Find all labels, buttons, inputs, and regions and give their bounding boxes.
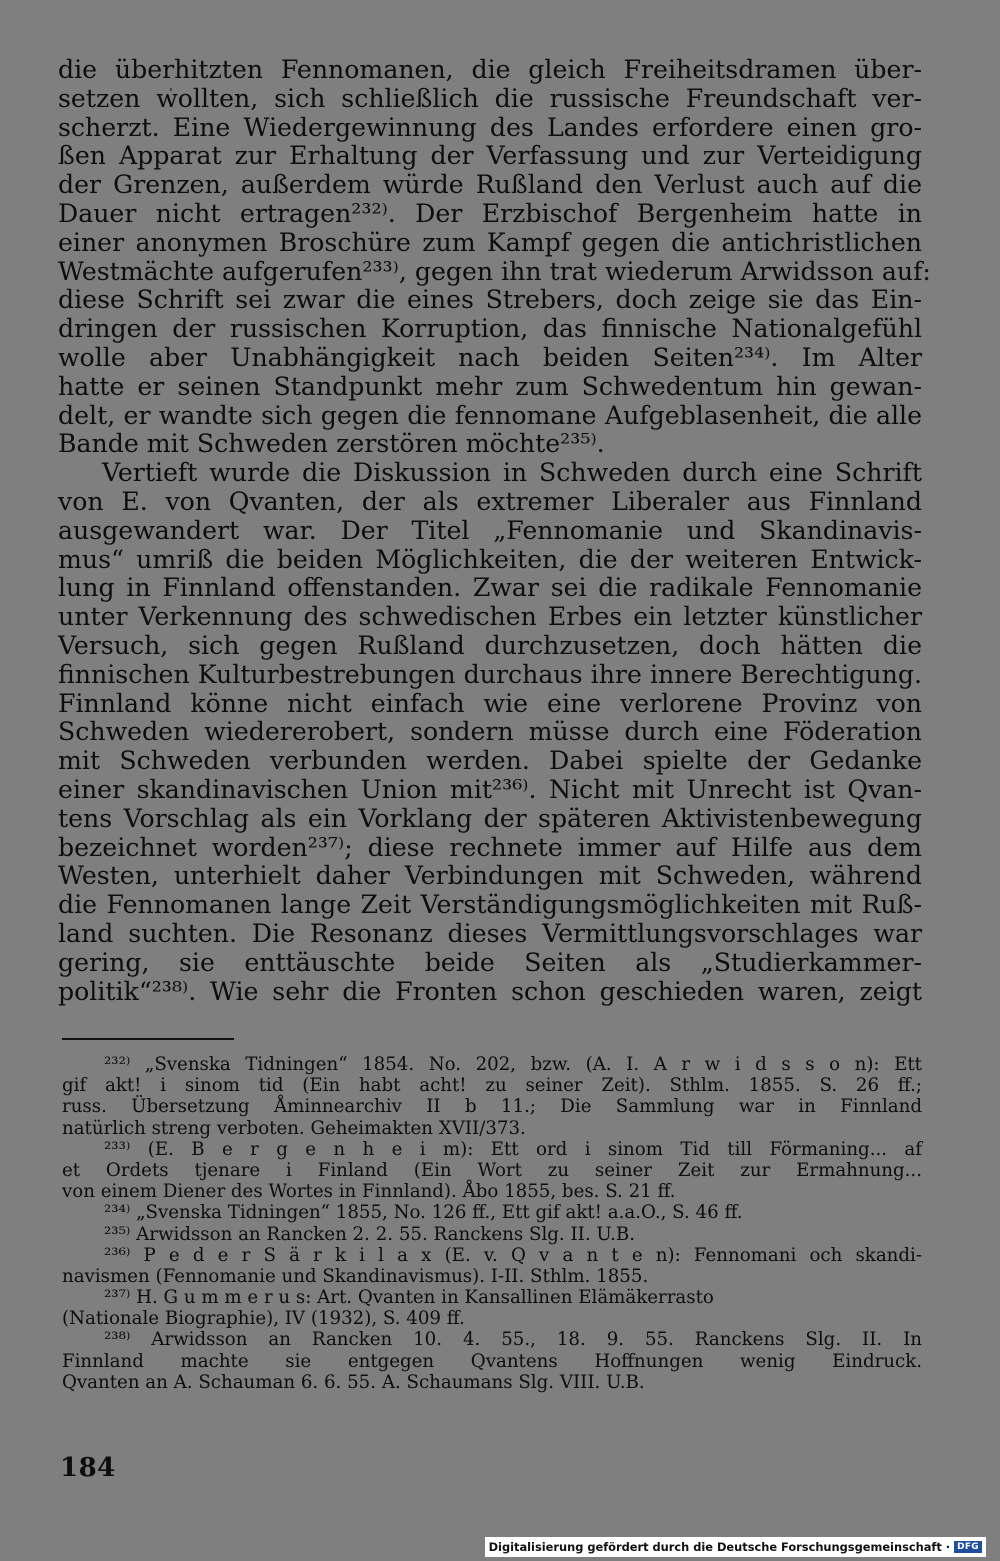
footnote-line: von einem Diener des Wortes in Finnland). Åbo 1855, bes. S. 21 ff. <box>62 1181 676 1203</box>
body-line: Westmächte aufgerufen²³³⁾, gegen ihn trat wiederum Arwidsson auf: <box>58 256 931 286</box>
footnote-line: navismen (Fennomanie und Skandinavismus). I-II. Sthlm. 1855. <box>62 1265 649 1287</box>
body-line: Schweden wiedererobert, sondern müsse durch eine Föderation <box>58 717 922 747</box>
body-line: setzen wollten, sich schließlich die russische Freundschaft ver- <box>58 83 922 113</box>
body-line: ausgewandert war. Der Titel „Fennomanie und Skandinavis- <box>58 515 922 545</box>
footnote-line: ²³²⁾ „Svenska Tidningen“ 1854. No. 202, bzw. (A. I. A r w i d s s o n): Ett <box>104 1054 922 1075</box>
body-line: mit Schweden verbunden werden. Dabei spielte der Gedanke <box>58 746 922 776</box>
body-line: Bande mit Schweden zerstören möchte²³⁵⁾. <box>58 429 605 459</box>
footnote-line: ²³⁸⁾ Arwidsson an Rancken 10. 4. 55., 18. 9. 55. Ranckens Slg. II. In <box>104 1329 922 1351</box>
body-line: Vertieft wurde die Diskussion in Schweden durch eine Schrift <box>102 458 922 488</box>
body-line: hatte er seinen Standpunkt mehr zum Schwedentum hin gewan- <box>58 371 922 401</box>
dfg-logo: DFG <box>954 1541 982 1553</box>
body-line: gering, sie enttäuschte beide Seiten als „Studierkammer- <box>58 947 922 977</box>
footnote-line: gif akt! i sinom tid (Ein habt acht! zu seiner Zeit). Sthlm. 1855. S. 26 ff.; <box>62 1075 922 1097</box>
footnote-line: ²³⁶⁾ P e d e r S ä r k i l a x (E. v. Q v a n t e n): Fennomani och skandi- <box>104 1244 922 1266</box>
footnote-line: ²³⁵⁾ Arwidsson an Rancken 2. 2. 55. Ranckens Slg. II. U.B. <box>104 1223 635 1245</box>
body-line: Dauer nicht ertragen²³²⁾. Der Erzbischof Bergenheim hatte in <box>58 198 922 228</box>
body-line: einer anonymen Broschüre zum Kampf gegen die antichristlichen <box>58 227 922 257</box>
body-line: tens Vorschlag als ein Vorklang der späteren Aktivistenbewegung <box>58 803 922 833</box>
footnote-line: ²³⁴⁾ „Svenska Tidningen“ 1855, No. 126 ff., Ett gif akt! a.a.O., S. 46 ff. <box>104 1202 743 1224</box>
digitization-credit <box>485 1537 986 1557</box>
footnote-line: ²³³⁾ (E. B e r g e n h e i m): Ett ord i sinom Tid till Förmaning... af <box>104 1138 922 1160</box>
body-line: finnischen Kulturbestrebungen durchaus ihre innere Berechtigung. <box>58 659 922 689</box>
body-line: ßen Apparat zur Erhaltung der Verfassung und zur Verteidigung <box>58 141 922 171</box>
credit-text: Digitalisierung gefördert durch die Deutsche Forschungsgemeinschaft · <box>488 1540 951 1554</box>
body-line: Finnland könne nicht einfach wie eine verlorene Provinz von <box>58 688 922 718</box>
footnote-line: et Ordets tjenare i Finland (Ein Wort zu seiner Zeit zur Ermahnung... <box>62 1159 922 1181</box>
body-line: delt, er wandte sich gegen die fennomane Aufgeblasenheit, die alle <box>58 400 922 430</box>
body-line: mus“ umriß die beiden Möglichkeiten, die der weiteren Entwick- <box>58 544 922 574</box>
body-line: die Fennomanen lange Zeit Verständigungsmöglichkeiten mit Ruß- <box>58 890 922 920</box>
body-line: der Grenzen, außerdem würde Rußland den Verlust auch auf die <box>58 170 922 200</box>
footnote-separator <box>62 1038 234 1040</box>
body-line: dringen der russischen Korruption, das finnische Nationalgefühl <box>58 314 922 344</box>
footnote-line: russ. Übersetzung Åminnearchiv II b 11.; Die Sammlung war in Finnland <box>62 1096 922 1118</box>
footnote-line: Finnland machte sie entgegen Qvantens Hoffnungen wenig Eindruck. <box>62 1350 922 1372</box>
body-text <box>58 55 931 1006</box>
body-line: von E. von Qvanten, der als extremer Liberaler aus Finnland <box>58 486 922 516</box>
footnote-line: natürlich streng verboten. Geheimakten XVII/373. <box>62 1117 526 1139</box>
body-line: lung in Finnland offenstanden. Zwar sei die radikale Fennomanie <box>58 573 922 603</box>
body-line: Westen, unterhielt daher Verbindungen mit Schweden, während <box>58 861 922 891</box>
body-line: einer skandinavischen Union mit²³⁶⁾. Nicht mit Unrecht ist Qvan- <box>58 774 922 804</box>
body-line: scherzt. Eine Wiedergewinnung des Landes erfordere einen gro- <box>58 112 922 142</box>
footnote-line: ²³⁷⁾ H. G u m m e r u s: Art. Qvanten in Kansallinen Elämäkerrasto <box>104 1287 714 1309</box>
body-line: politik“²³⁸⁾. Wie sehr die Fronten schon geschieden waren, zeigt <box>58 976 922 1006</box>
body-line: Versuch, sich gegen Rußland durchzusetzen, doch hätten die <box>58 630 922 660</box>
page-number: 184 <box>60 1453 116 1483</box>
body-line: die überhitzten Fennomanen, die gleich Freiheitsdramen über- <box>58 55 922 84</box>
body-line: bezeichnet worden²³⁷⁾; diese rechnete immer auf Hilfe aus dem <box>58 832 922 862</box>
body-line: wolle aber Unabhängigkeit nach beiden Seiten²³⁴⁾. Im Alter <box>58 342 922 372</box>
footnotes <box>62 1054 922 1393</box>
footnote-line: (Nationale Biographie), IV (1932), S. 409 ff. <box>62 1308 465 1330</box>
body-line: land suchten. Die Resonanz dieses Vermittlungsvorschlages war <box>58 918 922 948</box>
footnote-line: Qvanten an A. Schauman 6. 6. 55. A. Schaumans Slg. VIII. U.B. <box>62 1371 645 1393</box>
body-line: diese Schrift sei zwar die eines Strebers, doch zeige sie das Ein- <box>58 285 922 315</box>
body-line: unter Verkennung des schwedischen Erbes ein letzter künstlicher <box>58 602 922 632</box>
